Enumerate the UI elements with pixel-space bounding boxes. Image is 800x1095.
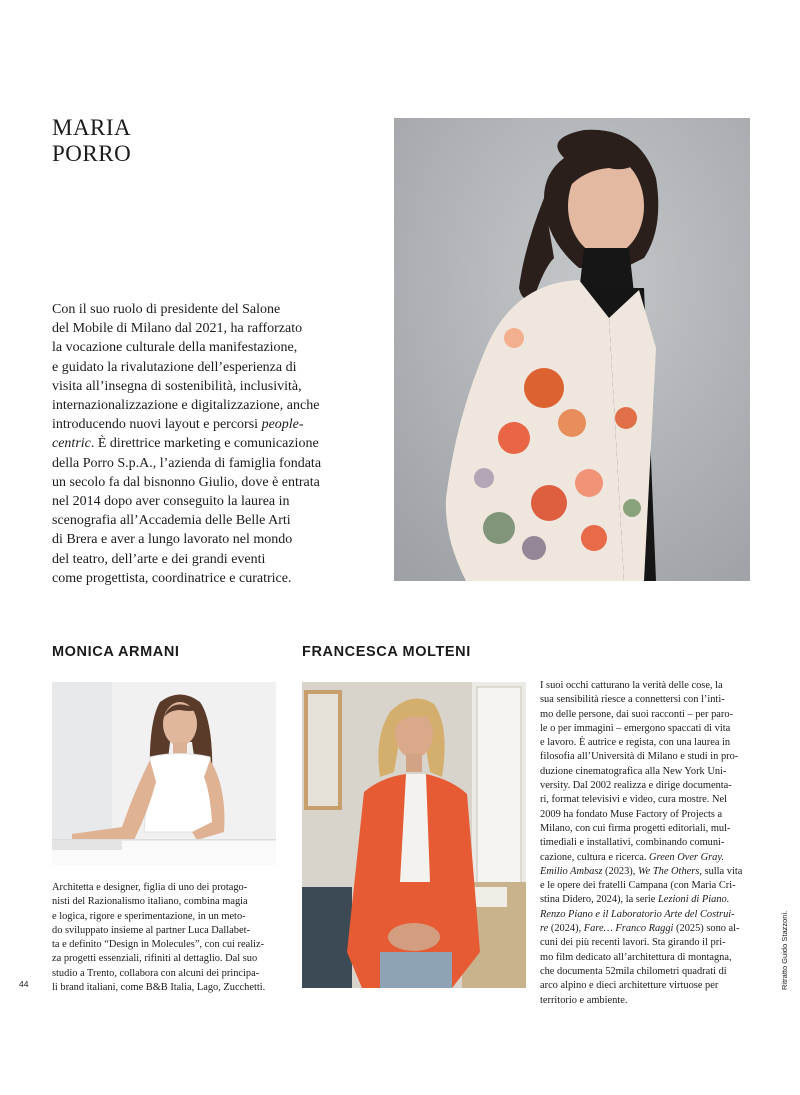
bio-line: nisti del Razionalismo italiano, combina magia xyxy=(52,896,248,908)
bio-italic: Emilio Ambasz xyxy=(540,865,603,877)
bio-text: (2023), xyxy=(602,865,638,877)
maria-porro-portrait xyxy=(394,118,750,581)
bio-italic: Lezioni di Piano. xyxy=(658,894,730,906)
bio-line: studio a Trento, collabora con alcuni dei principa- xyxy=(52,967,260,979)
francesca-molteni-bio xyxy=(540,679,752,1008)
francesca-molteni-portrait xyxy=(302,682,526,988)
bio-line: sua sensibilità riesce a connettersi con l’inti- xyxy=(540,694,725,706)
bio-line: versity. Dal 2002 realizza e dirige documenta- xyxy=(540,780,732,792)
bio-line: internazionalizzazione e digitalizzazione, anche xyxy=(52,398,320,414)
bio-line: Architetta e designer, figlia di uno dei protago- xyxy=(52,882,248,893)
name-line-2: PORRO xyxy=(52,141,132,166)
bio-italic: Green Over Gray. xyxy=(649,851,724,863)
bio-italic: re xyxy=(540,923,549,935)
bio-line: za progetti essenziali, rifiniti al dettaglio. Dal suo xyxy=(52,953,258,965)
bio-line: nel 2014 dopo aver conseguito la laurea in xyxy=(52,494,290,510)
francesca-molteni-name: FRANCESCA MOLTENI xyxy=(302,644,471,660)
bio-line: e lavoro. È autrice e regista, con una laurea in xyxy=(540,737,731,749)
bio-line xyxy=(540,851,752,865)
bio-italic: centric xyxy=(52,436,91,452)
bio-line: ta e definito “Design in Molecules”, con cui realiz- xyxy=(52,939,265,951)
bio-line: arco alpino e dieci architetture virtuose per xyxy=(540,980,719,992)
bio-line: mo delle persone, dai suoi racconti – per paro- xyxy=(540,708,734,720)
bio-line: del teatro, dell’arte e dei grandi eventi xyxy=(52,551,266,567)
bio-line: le o per immagini – emergono spaccati di vita xyxy=(540,722,731,734)
bio-line: un secolo fa dal bisnonno Giulio, dove è entrata xyxy=(52,474,320,490)
bio-text: . È direttrice marketing e comunicazione xyxy=(90,436,319,452)
bio-line: cuni dei più recenti lavori. Sta girando il pri- xyxy=(540,937,726,949)
bio-text: (2024), xyxy=(548,923,584,935)
bio-line: la vocazione culturale della manifestazione, xyxy=(52,340,298,356)
page-number: 44 xyxy=(19,979,29,989)
bio-italic: Renzo Piano e il Laboratorio Arte del Costrui- xyxy=(540,908,735,920)
bio-line: timediali e installativi, combinando comuni- xyxy=(540,837,725,849)
bio-line: territorio e ambiente. xyxy=(540,994,628,1006)
bio-line: filosofia all’Università di Milano e studi in pro- xyxy=(540,751,739,763)
bio-line: che documenta 52mila chilometri quadrati di xyxy=(540,965,727,977)
bio-line: e logica, rigore e sperimentazione, in un meto- xyxy=(52,910,246,922)
bio-line: ri, format televisivi e video, cura mostre. Nel xyxy=(540,794,727,806)
bio-text: introducendo nuovi layout e percorsi xyxy=(52,417,262,433)
bio-line: di Brera e aver a lungo lavorato nel mondo xyxy=(52,532,293,548)
bio-line: Con il suo ruolo di presidente del Salone xyxy=(52,302,281,317)
monica-armani-name: MONICA ARMANI xyxy=(52,644,180,660)
bio-line xyxy=(540,893,752,907)
maria-porro-name xyxy=(52,115,131,167)
bio-line: visita all’insegna di sostenibilità, inclusività, xyxy=(52,378,302,394)
bio-line: mo film dedicato all’architettura di montagna, xyxy=(540,951,732,963)
bio-line xyxy=(52,415,352,434)
bio-line: do sviluppato insieme al partner Luca Dallabet- xyxy=(52,924,250,936)
bio-italic: Fare… Franco Raggi xyxy=(583,923,674,935)
maria-porro-bio xyxy=(52,300,352,588)
name-line-1: MARIA xyxy=(52,115,132,140)
bio-line: Milano, con cui firma progetti editoriali, mul- xyxy=(540,822,731,834)
bio-text: cazione, cultura e ricerca. xyxy=(540,851,650,863)
bio-line: e guidato la rivalutazione dell’esperienza di xyxy=(52,359,297,375)
bio-italic: We The Others xyxy=(637,865,700,877)
bio-line xyxy=(540,908,752,922)
bio-line: della Porro S.p.A., l’azienda di famiglia fondata xyxy=(52,455,322,471)
bio-text: stina Didero, 2024), la serie xyxy=(540,894,659,906)
bio-line: duzione cinematografica alla New York Uni- xyxy=(540,765,727,777)
bio-line xyxy=(540,865,752,879)
bio-text: (2025) sono al- xyxy=(673,923,740,935)
monica-armani-bio xyxy=(52,881,280,995)
bio-line: 2009 ha fondato Muse Factory of Projects a xyxy=(540,808,723,820)
bio-line xyxy=(540,922,752,936)
bio-line: li brand italiani, come B&B Italia, Lago, Zucchetti. xyxy=(52,982,266,994)
bio-line: come progettista, coordinatrice e curatrice. xyxy=(52,570,292,586)
bio-line: del Mobile di Milano dal 2021, ha rafforzato xyxy=(52,321,303,337)
bio-line: scenografia all’Accademia delle Belle Arti xyxy=(52,513,291,529)
monica-armani-portrait xyxy=(52,682,276,865)
bio-line xyxy=(52,434,352,453)
bio-italic: people- xyxy=(261,417,304,433)
photo-credit: Ritratto Guido Stazzoni. xyxy=(780,910,789,990)
bio-line: e le opere dei fratelli Campana (con Maria Cri- xyxy=(540,880,736,892)
bio-line: I suoi occhi catturano la verità delle cose, la xyxy=(540,680,723,691)
bio-text: , sulla vita xyxy=(699,865,743,877)
